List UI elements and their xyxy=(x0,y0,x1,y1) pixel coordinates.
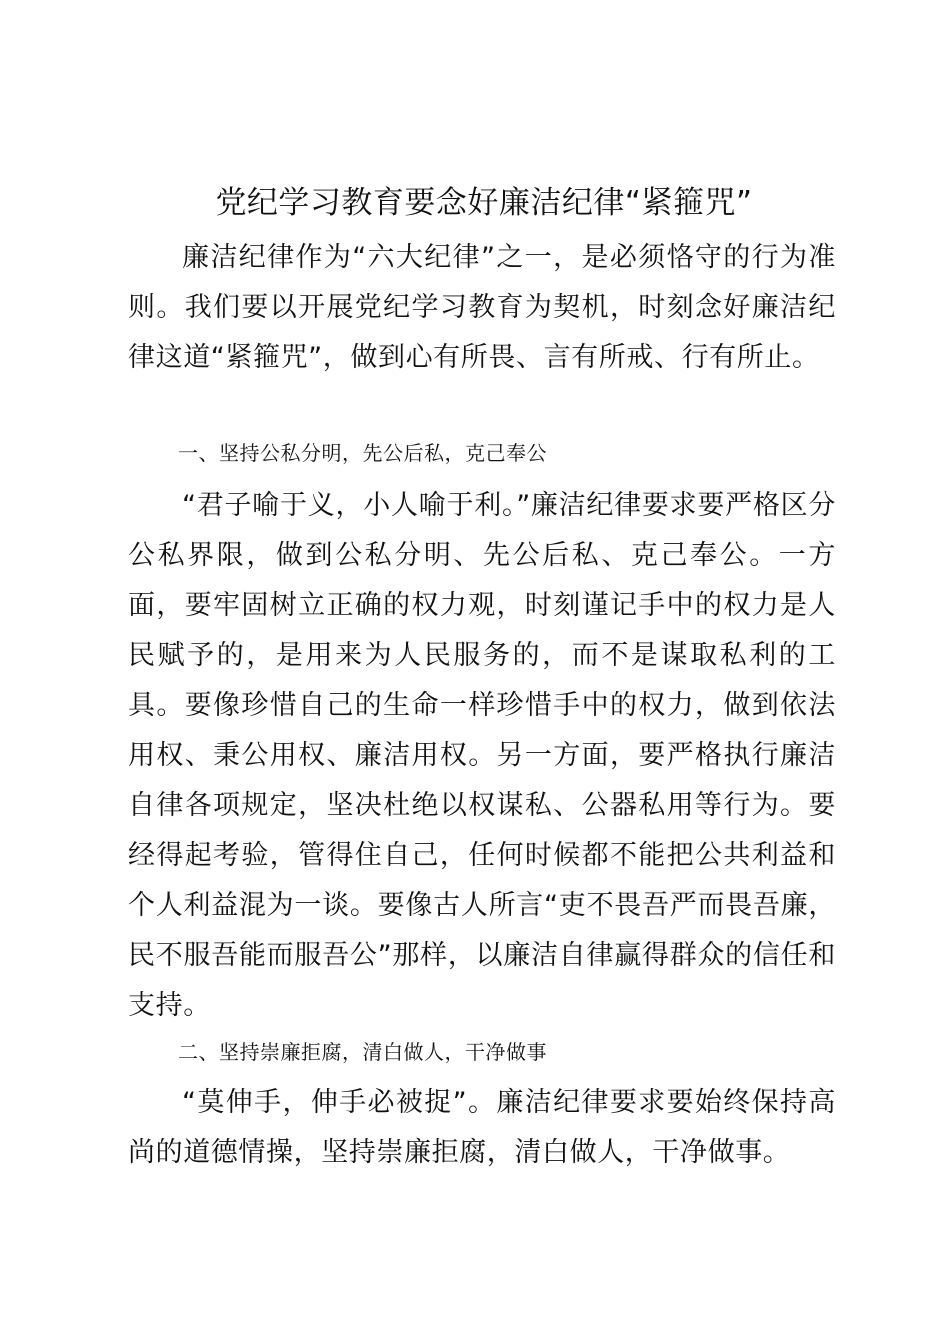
section-2-heading: 二、坚持崇廉拒腐，清白做人，干净做事 xyxy=(178,1040,547,1064)
intro-paragraph: 廉洁纪律作为“六大纪律”之一，是必须恪守的行为准则。我们要以开展党纪学习教育为契机，时刻念好廉洁纪律这道“紧箍咒”，做到心有所畏、言有所戒、行有所止。 xyxy=(128,242,836,373)
section-1-heading: 一、坚持公私分明，先公后私，克己奉公 xyxy=(178,441,547,465)
section-1-body: “君子喻于义，小人喻于利。”廉洁纪律要求要严格区分公私界限，做到公私分明、先公后私、克己奉公。一方面，要牢固树立正确的权力观，时刻谨记手中的权力是人民赋予的，是用来为人民服务的，而不是谋取私利的工具。要像珍惜自己的生命一样珍惜手中的权力，做到依法用权、秉公用权、廉洁用权。另一方面，要严格执行廉洁自律各项规定，坚决杜绝以权谋私、公器私用等行为。要经得起考验，管得住自己，任何时候都不能把公共利益和个人利益混为一谈。要像古人所言“吏不畏吾严而畏吾廉，民不服吾能而服吾公”那样，以廉洁自律赢得群众的信任和支持。 xyxy=(128,490,836,1021)
document-title: 党纪学习教育要念好廉洁纪律“紧箍咒” xyxy=(215,185,753,221)
section-2-body: “莫伸手，伸手必被捉”。廉洁纪律要求要始终保持高尚的道德情操，坚持崇廉拒腐，清白做人，干净做事。 xyxy=(128,1087,836,1168)
